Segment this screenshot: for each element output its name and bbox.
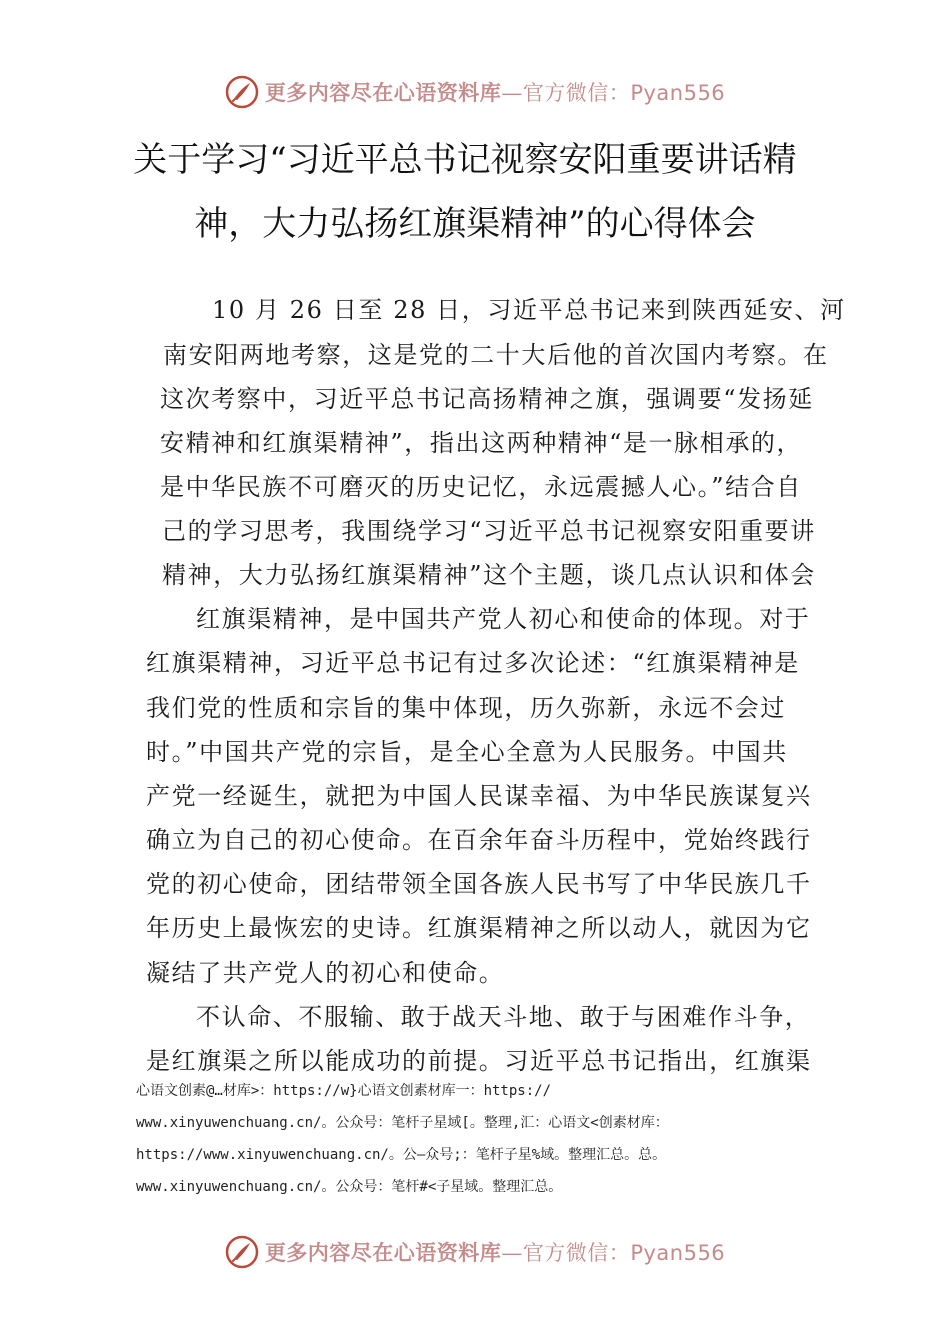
paragraph-2-line-5: 产党一经诞生，就把为中国人民谋幸福、为中华民族谋复兴	[146, 782, 812, 810]
paragraph-3-line-2: 是红旗渠之所以能成功的前提。习近平总书记指出，红旗渠	[146, 1047, 812, 1075]
watermark-separator: —官方微信：	[501, 81, 631, 105]
paragraph-2-line-2: 红旗渠精神，习近平总书记有过多次论述：“红旗渠精神是	[146, 649, 800, 677]
paragraph-1-line-3: 这次考察中，习近平总书记高扬精神之旗，强调要“发扬延	[160, 385, 814, 413]
hand-quill-logo-icon	[225, 1235, 259, 1269]
paragraph-2-line-9: 凝结了共产党人的初心和使命。	[146, 959, 505, 987]
watermark-footer	[0, 1232, 950, 1272]
paragraph-2-line-8: 年历史上最恢宏的史诗。红旗渠精神之所以动人，就因为它	[146, 914, 812, 942]
paragraph-1-line-6: 己的学习思考，我围绕学习“习近平总书记视察安阳重要讲	[162, 517, 816, 545]
watermark-wechat-id: Pyan556	[630, 81, 726, 105]
paragraph-1-line-1: 10 月 26 日至 28 日，习近平总书记来到陕西延安、河	[212, 296, 846, 324]
paragraph-2-line-6: 确立为自己的初心使命。在百余年奋斗历程中，党始终践行	[146, 826, 812, 854]
watermark-site: 更多内容尽在心语资料库	[264, 80, 502, 105]
paragraph-2-line-4: 时。”中国共产党的宗旨，是全心全意为人民服务。中国共	[146, 738, 788, 766]
watermark-text	[265, 1237, 725, 1267]
watermark-text	[265, 77, 725, 107]
paragraph-1-line-2: 南安阳两地考察，这是党的二十大后他的首次国内考察。在	[163, 341, 829, 369]
document-title-line-2: 神，大力弘扬红旗渠精神”的心得体会	[194, 204, 756, 244]
watermark-header	[0, 72, 950, 112]
paragraph-2-line-1: 红旗渠精神，是中国共产党人初心和使命的体现。对于	[196, 605, 811, 633]
watermark-wechat-id: Pyan556	[630, 1241, 726, 1265]
paragraph-2-line-7: 党的初心使命，团结带领全国各族人民书写了中华民族几千	[146, 870, 812, 898]
watermark-separator: —官方微信：	[501, 1241, 631, 1265]
paragraph-2-line-3: 我们党的性质和宗旨的集中体现，历久弥新，永远不会过	[146, 694, 786, 722]
source-notice-line-1: 心语文创素@…材库>：https://w}心语文创素材库一：https://	[136, 1083, 552, 1099]
paragraph-1-line-4: 安精神和红旗渠精神”，指出这两种精神“是一脉相承的，	[160, 429, 803, 457]
source-notice-line-4: www.xinyuwenchuang.cn/。公众号：笔杆#<子星域。整理汇总。	[136, 1179, 563, 1195]
hand-quill-logo-icon	[225, 75, 259, 109]
source-notice-line-3: https://www.xinyuwenchuang.cn/。公—众号;：笔杆子星%域。整理汇总。总。	[136, 1147, 667, 1163]
document-title-line-1: 关于学习“习近平总书记视察安阳重要讲话精	[133, 140, 797, 180]
source-notice-line-2: www.xinyuwenchuang.cn/。公众号：笔杆子星域[。整理,汇：心语文<创素材库：	[136, 1115, 669, 1131]
paragraph-1-line-5: 是中华民族不可磨灭的历史记忆，永远震撼人心。”结合自	[160, 473, 802, 501]
paragraph-1-line-7: 精神，大力弘扬红旗渠精神”这个主题，谈几点认识和体会	[162, 561, 816, 589]
paragraph-3-line-1: 不认命、不服输、敢于战天斗地、敢于与困难作斗争，	[196, 1003, 811, 1031]
watermark-site: 更多内容尽在心语资料库	[264, 1240, 502, 1265]
